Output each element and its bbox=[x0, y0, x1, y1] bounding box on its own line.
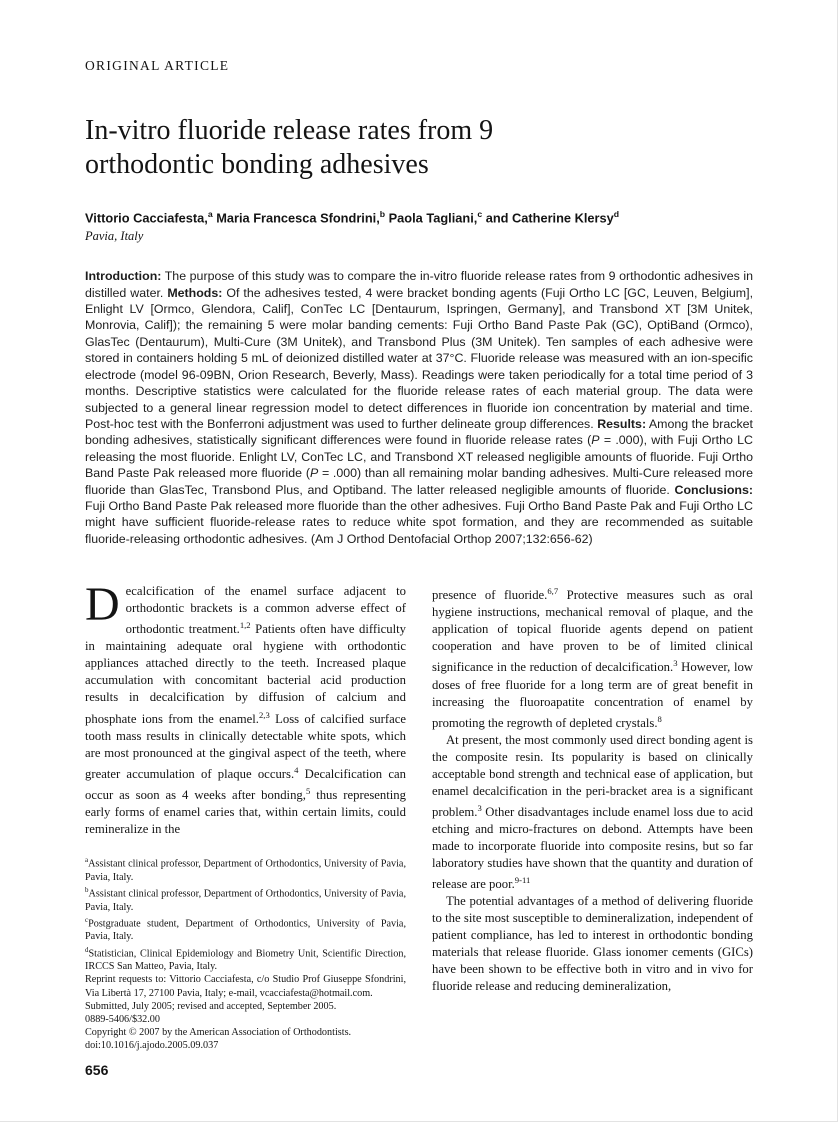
body-paragraph-4: The potential advantages of a method of delivering fluoride to the site most susceptible to demineralization, independent of patient compliance, has led to interest in orthodontic bonding materials that release fluoride. Glass ionomer cements (GICs) have been shown to be effective both in vitro and in vivo for fluoride release and reducing demineralization, bbox=[432, 894, 753, 994]
footnote-reprint-requests: Reprint requests to: Vittorio Cacciafesta, c/o Studio Prof Giuseppe Sfondrini, Via Libertà 17, 27100 Pavia, Italy; e-mail, vcacciafesta@hotmail.com. bbox=[85, 974, 406, 999]
dropcap-letter: D bbox=[85, 578, 120, 632]
footnote-affiliation-c: $^c$Postgraduate student, Department of Orthodontics, University of Pavia, Pavia, Italy. bbox=[85, 916, 406, 943]
footnote-doi: doi:10.1016/j.ajodo.2005.09.037 bbox=[85, 1040, 219, 1052]
article-type-label: ORIGINAL ARTICLE bbox=[85, 58, 230, 73]
author-byline: Vittorio Cacciafesta,$^a$ Maria Francesca Sfondrini,$^b$ Paola Tagliani,$^c$ and Catherine Klersy$^d$ bbox=[85, 209, 620, 226]
body-columns bbox=[85, 578, 754, 1052]
body-paragraph-1 bbox=[85, 578, 406, 838]
page-number: 656 bbox=[85, 1062, 109, 1078]
body-paragraph-1-text: ecalcification of the enamel surface adjacent to orthodontic brackets is a common adverse effect of orthodontic treatment.$^{1,2}$ Patients often have difficulty in maintaining adequate oral hygiene with orthodontic appliances attached directly to the teeth. Increased plaque accumulation with concomitant bacterial acid production results in decalcification by diffusion of calcium and phosphate ions from the enamel.$^{2,3}$ Loss of calcified surface tooth mass results in clinically detectable white spots, which are most pronounced at the gingival aspect of the teeth, where greater accumulation of plaque occurs.$^4$ Decalcification can occur as soon as 4 weeks after bonding,$^5$ thus representing early forms of enamel caries that, within certain limits, could remineralize in the bbox=[85, 584, 406, 837]
left-column bbox=[85, 578, 406, 1052]
footnote-affiliation-a: $^a$Assistant clinical professor, Department of Orthodontics, University of Pavia, Pavia, Italy. bbox=[85, 857, 406, 883]
article-title-line-1: In-vitro fluoride release rates from 9 bbox=[85, 115, 494, 146]
footnotes-block bbox=[85, 854, 406, 1052]
article-title-line-2: orthodontic bonding adhesives bbox=[85, 149, 429, 180]
footnote-copyright: Copyright © 2007 by the American Association of Orthodontists. bbox=[85, 1027, 352, 1039]
footnote-affiliation-d: $^d$Statistician, Clinical Epidemiology and Biometry Unit, Scientific Direction, IRCCS San Matteo, Pavia, Italy. bbox=[85, 946, 406, 973]
article-title bbox=[85, 114, 753, 182]
footnote-affiliation-b: $^b$Assistant clinical professor, Department of Orthodontics, University of Pavia, Pavia, Italy. bbox=[85, 886, 406, 913]
abstract-paragraph: Introduction: The purpose of this study was to compare the in-vitro fluoride release rates from 9 orthodontic adhesives in distilled water. Methods: Of the adhesives tested, 4 were bracket bonding agents (Fuji Ortho LC [GC, Leuven, Belgium], Enlight LV [Ormco, Glendora, Calif], ConTec LC [Dentaurum, Ispringen, Germany], and Transbond XT [3M Unitek, Monrovia, Calif]); the remaining 5 were molar banding cements: Fuji Ortho Band Paste Pak (GC), OptiBand (Ormco), GlasTec (Dentaurum), Multi-Cure (3M Unitek), and Transbond Plus (3M Unitek). Ten samples of each adhesive were stored in containers holding 5 mL of deionized distilled water at 37°C. Fluoride release was measured with an ion-specific electrode (model 96-09BN, Orion Research, Beverly, Mass). Readings were taken periodically for a total time period of 3 months. Descriptive statistics were calculated for the fluoride release rates of each material group. The data were subjected to a general linear regression model to detect differences in fluoride ion concentration by material and time. Post-hoc test with the Bonferroni adjustment was used to further delineate group differences. Results: Among the bracket bonding adhesives, statistically significant differences were found in fluoride release rates (P = .000), with Fuji Ortho LC releasing the most fluoride. Enlight LV, ConTec LC, and Transbond XT released negligible amounts of fluoride. Fuji Ortho Band Paste Pak released more fluoride (P = .000) than all remaining molar banding adhesives. Multi-Cure released more fluoride than GlasTec, Transbond Plus, and Optiband. The latter released negligible amounts of fluoride. Conclusions: Fuji Ortho Band Paste Pak released more fluoride than the other adhesives. Fuji Ortho Band Paste Pak and Fuji Ortho LC might have sufficient fluoride-release rates to reduce white spot formation, and they are recommended as suitable fluoride-releasing orthodontic adhesives. (Am J Orthod Dentofacial Orthop 2007;132:656-62) bbox=[85, 269, 754, 546]
right-column bbox=[432, 583, 753, 1052]
footnote-issn-price: 0889-5406/$32.00 bbox=[85, 1013, 160, 1025]
body-paragraph-2: presence of fluoride.$^{6,7}$ Protective measures such as oral hygiene instructions, mechanical removal of plaque, and the application of topical fluoride agents depend on patient cooperation and have proven to be of limited clinical significance in the reduction of decalcification.$^3$ However, low doses of free fluoride for a long term are of great benefit in increasing the fluoroapatite concentration of enamel by promoting the regrowth of depleted crystals.$^8$ bbox=[432, 586, 754, 730]
footnote-submission-dates: Submitted, July 2005; revised and accepted, September 2005. bbox=[85, 1000, 337, 1012]
body-paragraph-3: At present, the most commonly used direct bonding agent is the composite resin. Its popularity is based on clinically acceptable bond strength and technical ease of application, but enamel decalcification in the peri-bracket area is a significant problem.$^3$ Other disadvantages include enamel loss due to acid etching and micro-fractures on debond. Attempts have been made to incorporate fluoride into composite resins, but so far laboratory studies have shown that the quantity and duration of release are poor.$^{9-11}$ bbox=[432, 732, 753, 892]
author-location: Pavia, Italy bbox=[85, 229, 144, 244]
